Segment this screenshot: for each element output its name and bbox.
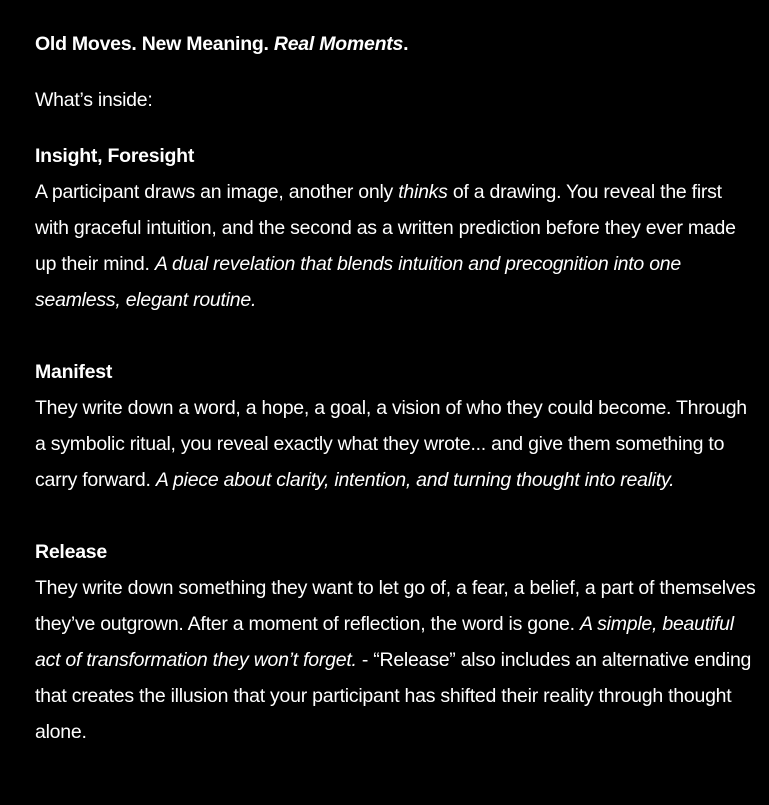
tagline-part-1: Old Moves. New Meaning. <box>35 33 274 55</box>
section-body <box>35 174 760 318</box>
section-insight-foresight <box>35 138 760 318</box>
whats-inside-label: What’s inside: <box>35 89 153 111</box>
section-body-text: A participant draws an image, another only <box>35 181 399 203</box>
section-body <box>35 570 760 750</box>
section-body-emphasis: A simple, beautiful act of transformation they won’t forget. <box>35 613 734 671</box>
tagline-period: . <box>403 33 409 55</box>
tagline-emphasis: Real Moments <box>273 33 404 55</box>
section-title: Release <box>35 541 107 563</box>
section-manifest <box>35 354 760 498</box>
section-body-text: They write down something they want to let go of, a fear, a belief, a part of themselves they’ve outgrown. After a moment of reflection, the word is gone. <box>35 577 756 635</box>
product-description <box>35 26 760 750</box>
section-body-text: They write down a word, a hope, a goal, a vision of who they could become. Through a symbolic ritual, you reveal exactly what they wrote... and give them something to carry forward. <box>35 397 747 491</box>
section-body-emphasis: A dual revelation that blends intuition and precognition into one seamless, elegant routine. <box>35 253 681 311</box>
section-title: Insight, Foresight <box>35 145 195 167</box>
section-body <box>35 390 760 498</box>
section-body-emphasis: A piece about clarity, intention, and turning thought into reality. <box>155 469 675 491</box>
tagline <box>35 26 760 62</box>
section-body-text: - “Release” also includes an alternative ending that creates the illusion that your participant has shifted their reality through thought alone. <box>35 649 752 743</box>
section-body-emphasis: thinks <box>398 181 448 203</box>
section-title: Manifest <box>35 361 113 383</box>
section-release <box>35 534 760 750</box>
section-body-text: of a drawing. You reveal the first with graceful intuition, and the second as a written prediction before they ever made up their mind. <box>35 181 736 275</box>
